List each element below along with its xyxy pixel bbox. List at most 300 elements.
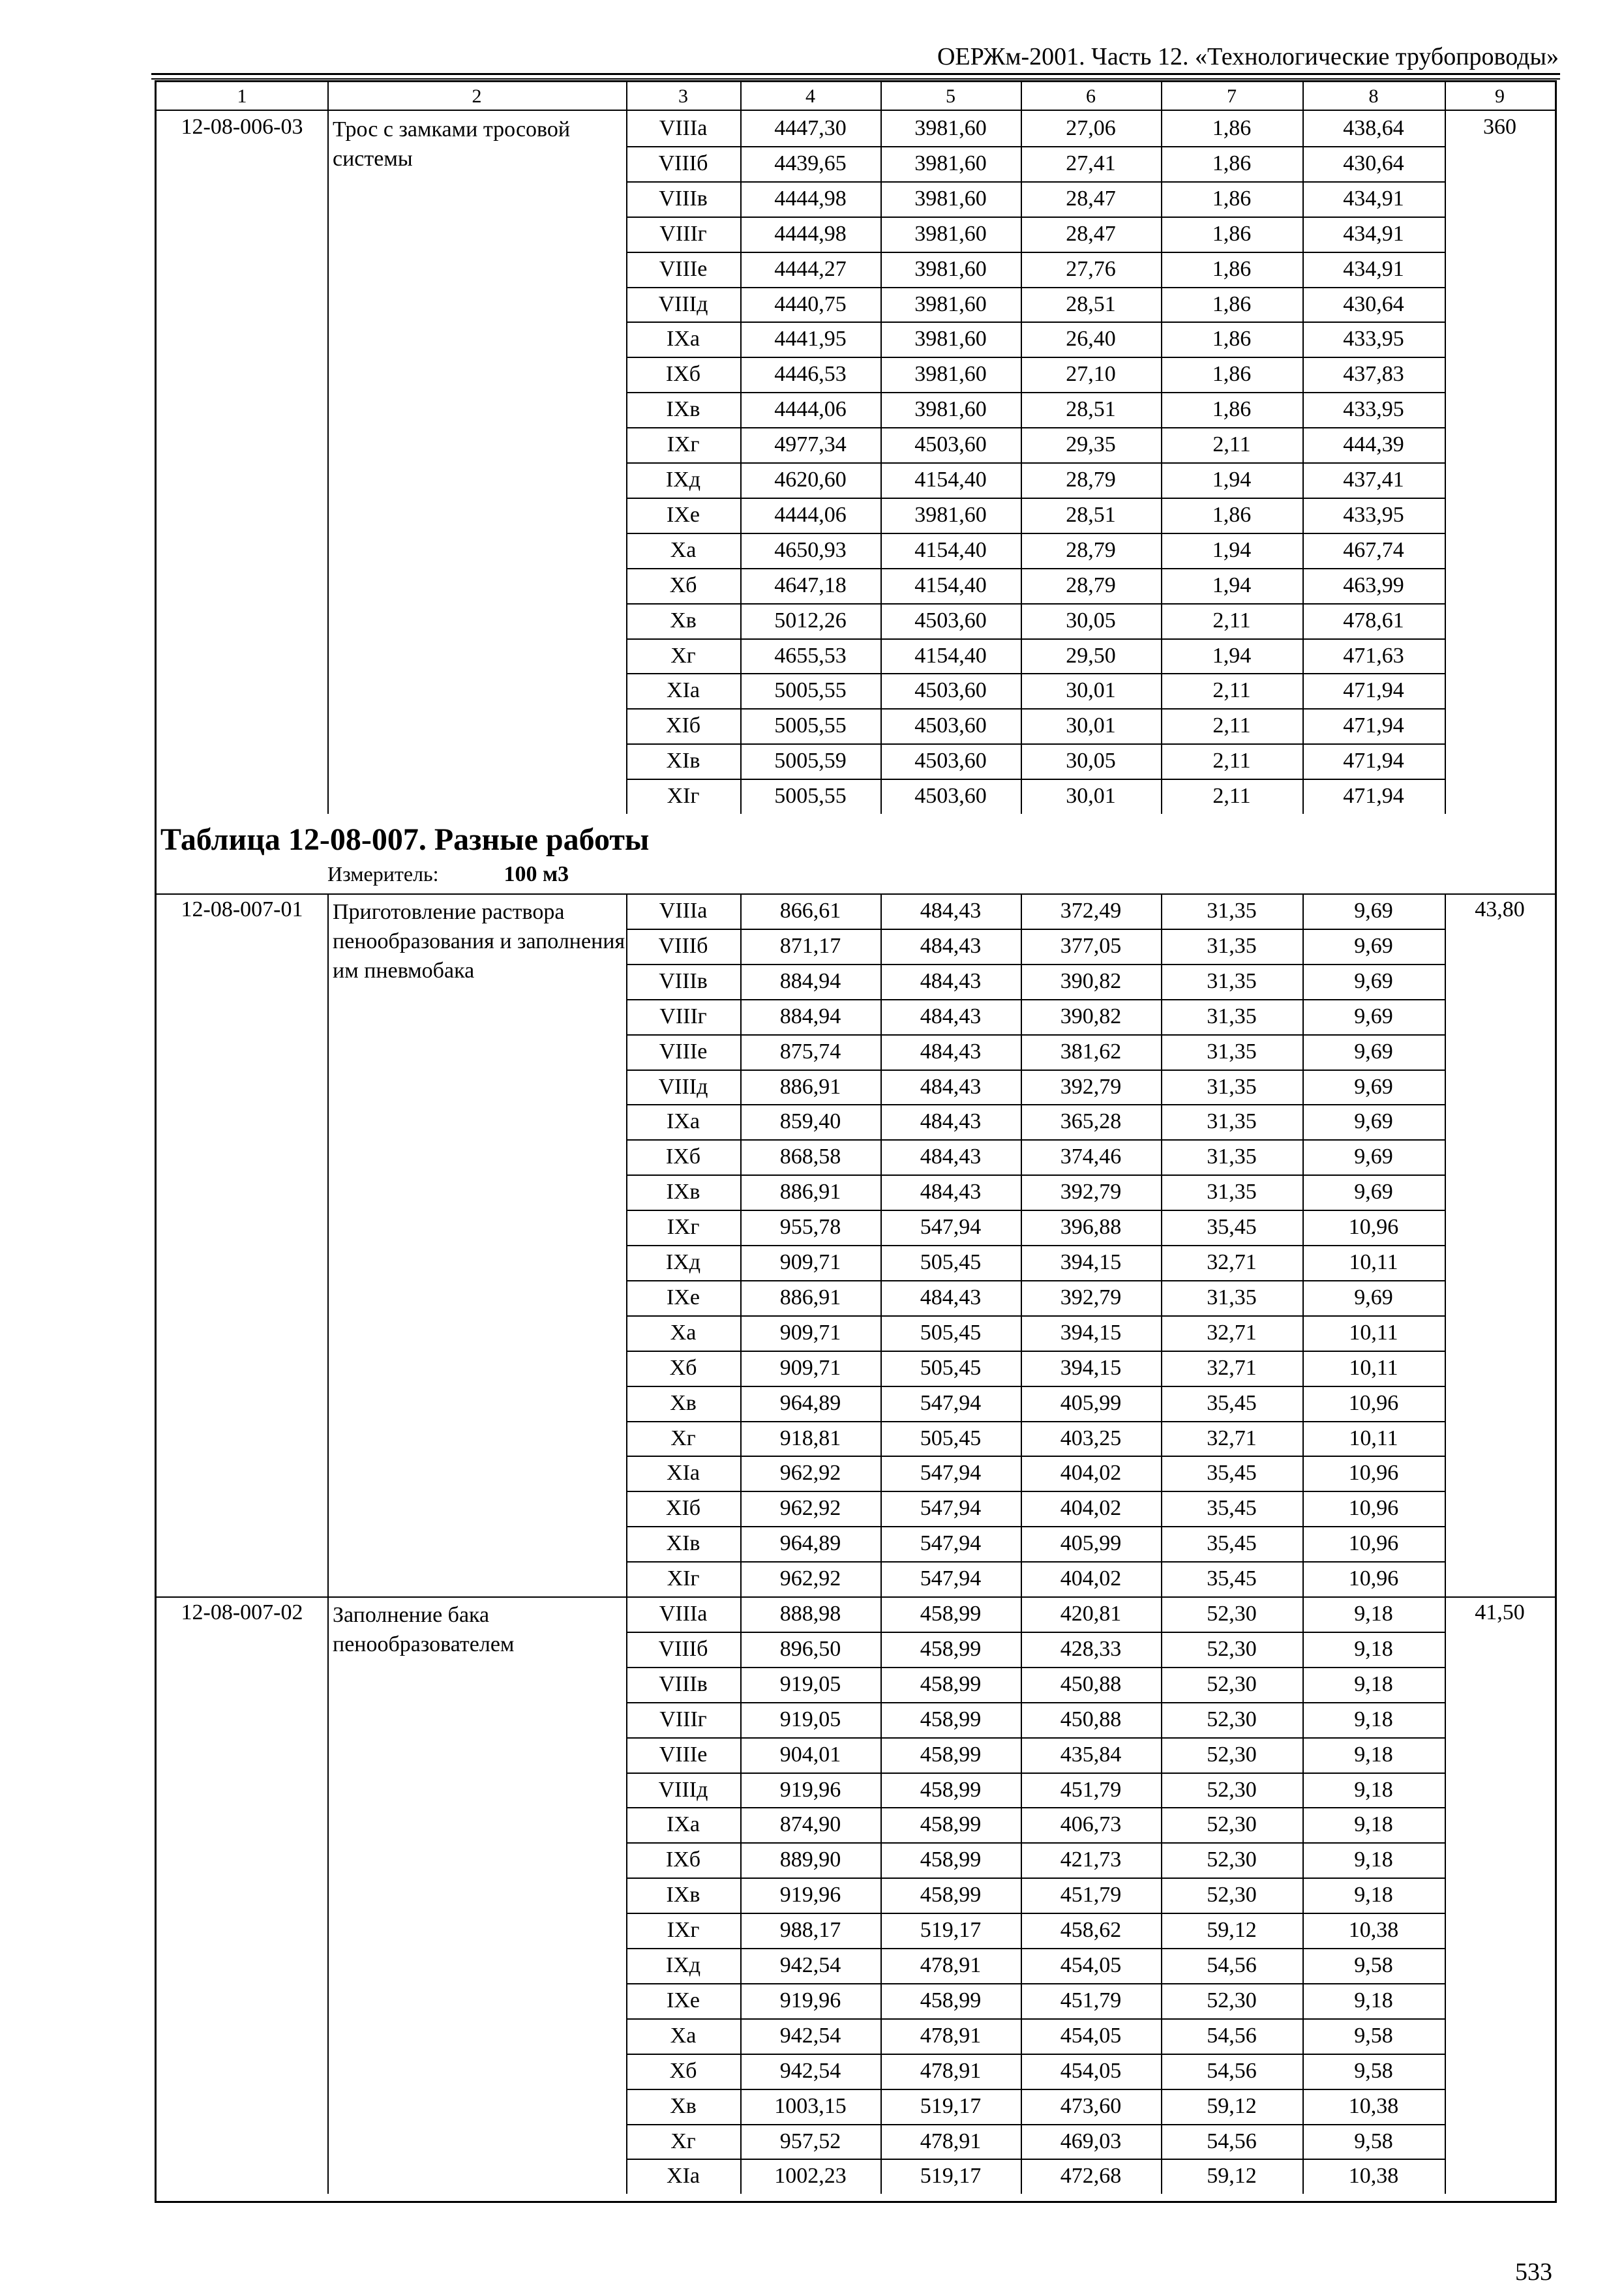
value-cell-col7: 35,45 xyxy=(1207,1461,1257,1486)
value-cell-col5: 458,99 xyxy=(920,1636,982,1661)
column-divider xyxy=(880,82,882,111)
value-cell-col5: 4154,40 xyxy=(914,537,987,562)
column-divider xyxy=(1021,893,1022,1596)
value-cell-col6: 472,68 xyxy=(1060,2164,1122,2189)
value-cell-col5: 505,45 xyxy=(920,1355,982,1380)
column-number-3: 3 xyxy=(626,82,740,111)
value-cell-col7: 52,30 xyxy=(1207,1742,1257,1767)
value-cell-col8: 9,58 xyxy=(1354,2023,1393,2048)
value-cell-col4: 964,89 xyxy=(779,1390,841,1415)
zone-cell: IXв xyxy=(666,397,700,422)
column-divider xyxy=(1445,1596,1446,2194)
value-cell-col8: 478,61 xyxy=(1343,608,1404,633)
value-cell-col4: 962,92 xyxy=(779,1496,841,1521)
value-cell-col4: 886,91 xyxy=(779,1180,841,1204)
value-cell-col8: 9,18 xyxy=(1354,1636,1393,1661)
zone-cell: VIIIд xyxy=(658,292,708,316)
column-number-6: 6 xyxy=(1021,82,1161,111)
zone-cell: XIб xyxy=(665,713,701,738)
value-cell-col8: 471,94 xyxy=(1343,784,1404,809)
column-divider xyxy=(626,1596,627,2194)
value-cell-col8: 467,74 xyxy=(1343,537,1404,562)
value-cell-col6: 28,47 xyxy=(1066,221,1116,246)
value-cell-col8: 9,69 xyxy=(1354,1109,1393,1134)
value-cell-col5: 3981,60 xyxy=(914,186,987,211)
value-cell-col4: 4441,95 xyxy=(774,327,847,352)
zone-cell: XIв xyxy=(666,1531,700,1556)
value-cell-col5: 484,43 xyxy=(920,899,982,923)
column-divider xyxy=(1302,111,1304,814)
value-cell-col4: 942,54 xyxy=(779,2023,841,2048)
value-cell-col5: 3981,60 xyxy=(914,151,987,175)
column-divider xyxy=(1021,1596,1022,2194)
value-cell-col7: 52,30 xyxy=(1207,1707,1257,1731)
zone-cell: VIIIа xyxy=(659,116,708,140)
value-cell-col6: 365,28 xyxy=(1060,1109,1122,1134)
column-divider xyxy=(1302,82,1304,111)
value-cell-col6: 451,79 xyxy=(1060,1883,1122,1908)
value-cell-col7: 35,45 xyxy=(1207,1215,1257,1240)
value-cell-col8: 434,91 xyxy=(1343,256,1404,281)
value-cell-col4: 4440,75 xyxy=(774,292,847,316)
column-divider xyxy=(1021,82,1022,111)
zone-cell: XIб xyxy=(665,1496,701,1521)
value-cell-col5: 3981,60 xyxy=(914,502,987,527)
value-cell-col4: 874,90 xyxy=(779,1812,841,1837)
zone-cell: IXд xyxy=(665,468,701,492)
work-name: Приготовление раствора пенообразования и заполнения им пневмобака xyxy=(333,900,625,983)
zone-cell: Xб xyxy=(669,2058,697,2083)
value-cell-col7: 35,45 xyxy=(1207,1390,1257,1415)
value-cell-col6: 30,01 xyxy=(1066,784,1116,809)
value-cell-col7: 31,35 xyxy=(1207,933,1257,958)
value-cell-col7: 32,71 xyxy=(1207,1355,1257,1380)
value-cell-col6: 374,46 xyxy=(1060,1144,1122,1169)
value-cell-col8: 9,18 xyxy=(1354,1777,1393,1802)
value-cell-col4: 919,05 xyxy=(779,1707,841,1731)
zone-cell: VIIIг xyxy=(659,221,707,246)
column-divider xyxy=(880,893,882,1596)
value-cell-col8: 471,94 xyxy=(1343,749,1404,773)
value-cell-col5: 4154,40 xyxy=(914,468,987,492)
value-cell-col6: 404,02 xyxy=(1060,1566,1122,1591)
value-cell-col6: 394,15 xyxy=(1060,1320,1122,1345)
value-cell-col5: 3981,60 xyxy=(914,256,987,281)
value-cell-col6: 27,06 xyxy=(1066,116,1116,140)
zone-cell: VIIIв xyxy=(659,186,708,211)
zone-cell: Xв xyxy=(670,2093,697,2118)
value-cell-col8: 9,69 xyxy=(1354,1039,1393,1064)
value-cell-col5: 484,43 xyxy=(920,1285,982,1309)
value-cell-col7: 31,35 xyxy=(1207,1144,1257,1169)
value-cell-col5: 458,99 xyxy=(920,1883,982,1908)
zone-cell: Xг xyxy=(670,643,696,668)
value-cell-col4: 957,52 xyxy=(779,2129,841,2153)
value-cell-col4: 918,81 xyxy=(779,1426,841,1450)
zone-cell: IXб xyxy=(665,1144,701,1169)
wage-cost: 360 xyxy=(1483,115,1516,139)
value-cell-col5: 478,91 xyxy=(920,2023,982,2048)
value-cell-col8: 10,11 xyxy=(1349,1355,1398,1380)
value-cell-col8: 9,18 xyxy=(1354,1671,1393,1696)
value-cell-col5: 3981,60 xyxy=(914,397,987,422)
value-cell-col8: 444,39 xyxy=(1343,432,1404,457)
column-divider xyxy=(327,111,329,814)
value-cell-col6: 28,47 xyxy=(1066,186,1116,211)
column-divider xyxy=(880,111,882,814)
value-cell-col8: 9,58 xyxy=(1354,2129,1393,2153)
value-cell-col5: 484,43 xyxy=(920,1039,982,1064)
value-cell-col8: 471,94 xyxy=(1343,678,1404,703)
value-cell-col5: 458,99 xyxy=(920,1671,982,1696)
value-cell-col8: 9,18 xyxy=(1354,1707,1393,1731)
value-cell-col5: 458,99 xyxy=(920,1812,982,1837)
value-cell-col5: 458,99 xyxy=(920,1742,982,1767)
value-cell-col6: 28,79 xyxy=(1066,468,1116,492)
value-cell-col6: 454,05 xyxy=(1060,2023,1122,2048)
zone-cell: Xв xyxy=(670,1390,697,1415)
value-cell-col5: 4503,60 xyxy=(914,678,987,703)
value-cell-col5: 484,43 xyxy=(920,1074,982,1099)
value-cell-col7: 1,86 xyxy=(1212,186,1252,211)
value-cell-col8: 471,63 xyxy=(1343,643,1404,668)
value-cell-col6: 390,82 xyxy=(1060,968,1122,993)
value-cell-col8: 10,96 xyxy=(1348,1496,1399,1521)
value-cell-col8: 10,96 xyxy=(1348,1215,1399,1240)
value-cell-col6: 28,51 xyxy=(1066,292,1116,316)
value-cell-col5: 519,17 xyxy=(920,2164,982,2189)
value-cell-col7: 1,86 xyxy=(1212,502,1252,527)
value-cell-col7: 1,86 xyxy=(1212,292,1252,316)
value-cell-col8: 9,69 xyxy=(1354,1180,1393,1204)
value-cell-col4: 4447,30 xyxy=(774,116,847,140)
value-cell-col7: 32,71 xyxy=(1207,1320,1257,1345)
value-cell-col6: 26,40 xyxy=(1066,327,1116,352)
value-cell-col7: 59,12 xyxy=(1207,2164,1257,2189)
zone-cell: IXа xyxy=(667,1109,700,1134)
column-number-9: 9 xyxy=(1445,82,1555,111)
page-number: 533 xyxy=(1515,2258,1552,2286)
zone-cell: VIIIа xyxy=(659,1602,708,1626)
value-cell-col5: 4503,60 xyxy=(914,713,987,738)
zone-cell: XIа xyxy=(667,678,700,703)
value-cell-col5: 3981,60 xyxy=(914,362,987,387)
zone-cell: VIIIе xyxy=(659,1742,708,1767)
zone-cell: XIг xyxy=(667,1566,700,1591)
column-divider xyxy=(740,82,742,111)
value-cell-col4: 955,78 xyxy=(779,1215,841,1240)
value-cell-col7: 54,56 xyxy=(1207,2023,1257,2048)
value-cell-col7: 31,35 xyxy=(1207,899,1257,923)
value-cell-col7: 52,30 xyxy=(1207,1671,1257,1696)
value-cell-col4: 886,91 xyxy=(779,1074,841,1099)
value-cell-col6: 428,33 xyxy=(1060,1636,1122,1661)
header-rule xyxy=(151,78,1560,80)
value-cell-col5: 484,43 xyxy=(920,1180,982,1204)
zone-cell: VIIIв xyxy=(659,968,708,993)
value-cell-col8: 9,69 xyxy=(1354,968,1393,993)
zone-cell: Xа xyxy=(670,1320,697,1345)
value-cell-col4: 909,71 xyxy=(779,1355,841,1380)
column-divider xyxy=(1161,82,1162,111)
value-cell-col4: 919,05 xyxy=(779,1671,841,1696)
value-cell-col4: 4655,53 xyxy=(774,643,847,668)
value-cell-col4: 884,94 xyxy=(779,1004,841,1028)
value-cell-col7: 31,35 xyxy=(1207,1074,1257,1099)
value-cell-col8: 9,58 xyxy=(1354,2058,1393,2083)
value-cell-col5: 3981,60 xyxy=(914,292,987,316)
value-cell-col4: 4444,06 xyxy=(774,397,847,422)
value-cell-col4: 962,92 xyxy=(779,1461,841,1486)
value-cell-col4: 5005,55 xyxy=(774,678,847,703)
value-cell-col5: 547,94 xyxy=(920,1215,982,1240)
column-divider xyxy=(327,1596,329,2194)
value-cell-col7: 52,30 xyxy=(1207,1777,1257,1802)
value-cell-col4: 1003,15 xyxy=(774,2093,847,2118)
value-cell-col8: 10,96 xyxy=(1348,1390,1399,1415)
measure-value: 100 м3 xyxy=(504,862,569,886)
column-divider xyxy=(1021,111,1022,814)
value-cell-col6: 27,41 xyxy=(1066,151,1116,175)
zone-cell: IXг xyxy=(667,1215,700,1240)
column-divider xyxy=(626,111,627,814)
zone-cell: IXг xyxy=(667,432,700,457)
value-cell-col8: 437,41 xyxy=(1343,468,1404,492)
zone-cell: Xб xyxy=(669,573,697,597)
value-cell-col7: 54,56 xyxy=(1207,2058,1257,2083)
value-cell-col5: 4503,60 xyxy=(914,749,987,773)
zone-cell: VIIIг xyxy=(659,1707,707,1731)
value-cell-col8: 9,18 xyxy=(1354,1883,1393,1908)
value-cell-col6: 406,73 xyxy=(1060,1812,1122,1837)
value-cell-col8: 433,95 xyxy=(1343,327,1404,352)
value-cell-col8: 433,95 xyxy=(1343,502,1404,527)
value-cell-col7: 54,56 xyxy=(1207,1953,1257,1977)
zone-cell: IXг xyxy=(667,1918,700,1943)
value-cell-col7: 32,71 xyxy=(1207,1250,1257,1274)
value-cell-col6: 30,05 xyxy=(1066,608,1116,633)
column-divider xyxy=(740,893,742,1596)
zone-cell: IXд xyxy=(665,1953,701,1977)
value-cell-col8: 9,69 xyxy=(1354,899,1393,923)
zone-cell: IXв xyxy=(666,1180,700,1204)
value-cell-col5: 458,99 xyxy=(920,1707,982,1731)
value-cell-col5: 458,99 xyxy=(920,1848,982,1872)
value-cell-col5: 458,99 xyxy=(920,1602,982,1626)
column-divider xyxy=(1445,893,1446,1596)
value-cell-col4: 866,61 xyxy=(779,899,841,923)
value-cell-col6: 377,05 xyxy=(1060,933,1122,958)
value-cell-col8: 9,69 xyxy=(1354,1144,1393,1169)
value-cell-col6: 30,05 xyxy=(1066,749,1116,773)
value-cell-col6: 420,81 xyxy=(1060,1602,1122,1626)
value-cell-col7: 31,35 xyxy=(1207,1039,1257,1064)
zone-cell: IXб xyxy=(665,1848,701,1872)
value-cell-col8: 430,64 xyxy=(1343,292,1404,316)
value-cell-col8: 9,18 xyxy=(1354,1602,1393,1626)
column-divider xyxy=(1161,1596,1162,2194)
value-cell-col5: 4154,40 xyxy=(914,643,987,668)
value-cell-col8: 10,11 xyxy=(1349,1426,1398,1450)
zone-cell: IXб xyxy=(665,362,701,387)
value-cell-col4: 919,96 xyxy=(779,1883,841,1908)
column-divider xyxy=(327,82,329,111)
value-cell-col4: 868,58 xyxy=(779,1144,841,1169)
zone-cell: IXе xyxy=(667,1988,700,2012)
value-cell-col6: 29,50 xyxy=(1066,643,1116,668)
value-cell-col4: 4444,06 xyxy=(774,502,847,527)
value-cell-col7: 1,86 xyxy=(1212,116,1252,140)
value-cell-col7: 1,94 xyxy=(1212,468,1252,492)
value-cell-col6: 451,79 xyxy=(1060,1988,1122,2012)
value-cell-col5: 484,43 xyxy=(920,1144,982,1169)
zone-cell: VIIIд xyxy=(658,1777,708,1802)
value-cell-col4: 889,90 xyxy=(779,1848,841,1872)
value-cell-col6: 458,62 xyxy=(1060,1918,1122,1943)
value-cell-col4: 859,40 xyxy=(779,1109,841,1134)
column-number-2: 2 xyxy=(327,82,626,111)
value-cell-col7: 52,30 xyxy=(1207,1636,1257,1661)
work-name: Заполнение бака пенообразователем xyxy=(333,1603,515,1656)
value-cell-col7: 2,11 xyxy=(1212,432,1251,457)
value-cell-col4: 988,17 xyxy=(779,1918,841,1943)
value-cell-col5: 4503,60 xyxy=(914,608,987,633)
measure-label: Измеритель: xyxy=(327,862,439,886)
value-cell-col5: 484,43 xyxy=(920,968,982,993)
zone-cell: VIIIа xyxy=(659,899,708,923)
value-cell-col6: 473,60 xyxy=(1060,2093,1122,2118)
column-number-8: 8 xyxy=(1302,82,1445,111)
value-cell-col7: 31,35 xyxy=(1207,1004,1257,1028)
value-cell-col4: 909,71 xyxy=(779,1320,841,1345)
value-cell-col5: 484,43 xyxy=(920,1004,982,1028)
value-cell-col6: 405,99 xyxy=(1060,1531,1122,1556)
column-divider xyxy=(626,82,627,111)
zone-cell: Xг xyxy=(670,2129,696,2153)
value-cell-col6: 392,79 xyxy=(1060,1285,1122,1309)
zone-cell: IXа xyxy=(667,327,700,352)
value-cell-col5: 547,94 xyxy=(920,1461,982,1486)
value-cell-col8: 463,99 xyxy=(1343,573,1404,597)
value-cell-col5: 4503,60 xyxy=(914,784,987,809)
value-cell-col5: 458,99 xyxy=(920,1777,982,1802)
value-cell-col7: 32,71 xyxy=(1207,1426,1257,1450)
value-cell-col5: 3981,60 xyxy=(914,327,987,352)
zone-cell: VIIIе xyxy=(659,256,708,281)
value-cell-col5: 3981,60 xyxy=(914,221,987,246)
value-cell-col7: 1,94 xyxy=(1212,643,1252,668)
value-cell-col4: 5005,59 xyxy=(774,749,847,773)
value-cell-col6: 27,10 xyxy=(1066,362,1116,387)
value-cell-col8: 9,69 xyxy=(1354,933,1393,958)
value-cell-col6: 450,88 xyxy=(1060,1671,1122,1696)
value-cell-col6: 405,99 xyxy=(1060,1390,1122,1415)
value-cell-col7: 1,86 xyxy=(1212,397,1252,422)
value-cell-col4: 962,92 xyxy=(779,1566,841,1591)
value-cell-col8: 438,64 xyxy=(1343,116,1404,140)
column-divider xyxy=(1302,893,1304,1596)
zone-cell: VIIIв xyxy=(659,1671,708,1696)
value-cell-col7: 31,35 xyxy=(1207,1180,1257,1204)
value-cell-col8: 9,18 xyxy=(1354,1848,1393,1872)
value-cell-col8: 10,11 xyxy=(1349,1250,1398,1274)
value-cell-col5: 547,94 xyxy=(920,1531,982,1556)
value-cell-col8: 9,69 xyxy=(1354,1004,1393,1028)
value-cell-col7: 2,11 xyxy=(1212,678,1251,703)
value-cell-col4: 4977,34 xyxy=(774,432,847,457)
value-cell-col7: 1,86 xyxy=(1212,362,1252,387)
measure-unit xyxy=(327,862,569,887)
value-cell-col7: 59,12 xyxy=(1207,1918,1257,1943)
zone-cell: Xб xyxy=(669,1355,697,1380)
value-cell-col6: 28,51 xyxy=(1066,502,1116,527)
value-cell-col7: 52,30 xyxy=(1207,1883,1257,1908)
value-cell-col7: 35,45 xyxy=(1207,1531,1257,1556)
value-cell-col4: 884,94 xyxy=(779,968,841,993)
zone-cell: Xа xyxy=(670,2023,697,2048)
value-cell-col7: 2,11 xyxy=(1212,784,1251,809)
rate-code: 12-08-006-03 xyxy=(181,115,303,139)
value-cell-col5: 3981,60 xyxy=(914,116,987,140)
value-cell-col5: 484,43 xyxy=(920,933,982,958)
value-cell-col4: 919,96 xyxy=(779,1777,841,1802)
value-cell-col8: 10,38 xyxy=(1348,2093,1399,2118)
page-header-title: ОЕРЖм-2001. Часть 12. «Технологические трубопроводы» xyxy=(937,43,1559,70)
column-number-7: 7 xyxy=(1161,82,1302,111)
rate-code: 12-08-007-02 xyxy=(181,1600,303,1624)
value-cell-col5: 505,45 xyxy=(920,1250,982,1274)
value-cell-col7: 31,35 xyxy=(1207,1285,1257,1309)
value-cell-col6: 30,01 xyxy=(1066,678,1116,703)
zone-cell: VIIIб xyxy=(658,151,708,175)
section-title: Таблица 12-08-007. Разные работы xyxy=(160,822,650,857)
value-cell-col5: 478,91 xyxy=(920,2058,982,2083)
value-cell-col7: 52,30 xyxy=(1207,1848,1257,1872)
value-cell-col8: 10,11 xyxy=(1349,1320,1398,1345)
value-cell-col7: 52,30 xyxy=(1207,1812,1257,1837)
value-cell-col7: 35,45 xyxy=(1207,1496,1257,1521)
value-cell-col4: 888,98 xyxy=(779,1602,841,1626)
value-cell-col6: 390,82 xyxy=(1060,1004,1122,1028)
value-cell-col5: 4154,40 xyxy=(914,573,987,597)
value-cell-col4: 896,50 xyxy=(779,1636,841,1661)
value-cell-col5: 547,94 xyxy=(920,1566,982,1591)
value-cell-col8: 9,69 xyxy=(1354,1285,1393,1309)
zone-cell: IXе xyxy=(667,502,700,527)
zone-cell: Xв xyxy=(670,608,697,633)
zone-cell: IXв xyxy=(666,1883,700,1908)
value-cell-col8: 433,95 xyxy=(1343,397,1404,422)
zone-cell: IXа xyxy=(667,1812,700,1837)
value-cell-col4: 942,54 xyxy=(779,1953,841,1977)
value-cell-col7: 2,11 xyxy=(1212,608,1251,633)
value-cell-col4: 886,91 xyxy=(779,1285,841,1309)
value-cell-col7: 1,86 xyxy=(1212,256,1252,281)
work-name: Трос с замками тросовой системы xyxy=(333,117,571,171)
value-cell-col6: 28,79 xyxy=(1066,573,1116,597)
column-number-4: 4 xyxy=(740,82,880,111)
value-cell-col4: 5005,55 xyxy=(774,784,847,809)
value-cell-col6: 469,03 xyxy=(1060,2129,1122,2153)
value-cell-col7: 1,86 xyxy=(1212,151,1252,175)
value-cell-col6: 394,15 xyxy=(1060,1355,1122,1380)
value-cell-col6: 372,49 xyxy=(1060,899,1122,923)
value-cell-col6: 404,02 xyxy=(1060,1496,1122,1521)
value-cell-col8: 10,96 xyxy=(1348,1461,1399,1486)
value-cell-col7: 54,56 xyxy=(1207,2129,1257,2153)
value-cell-col6: 28,51 xyxy=(1066,397,1116,422)
value-cell-col8: 430,64 xyxy=(1343,151,1404,175)
